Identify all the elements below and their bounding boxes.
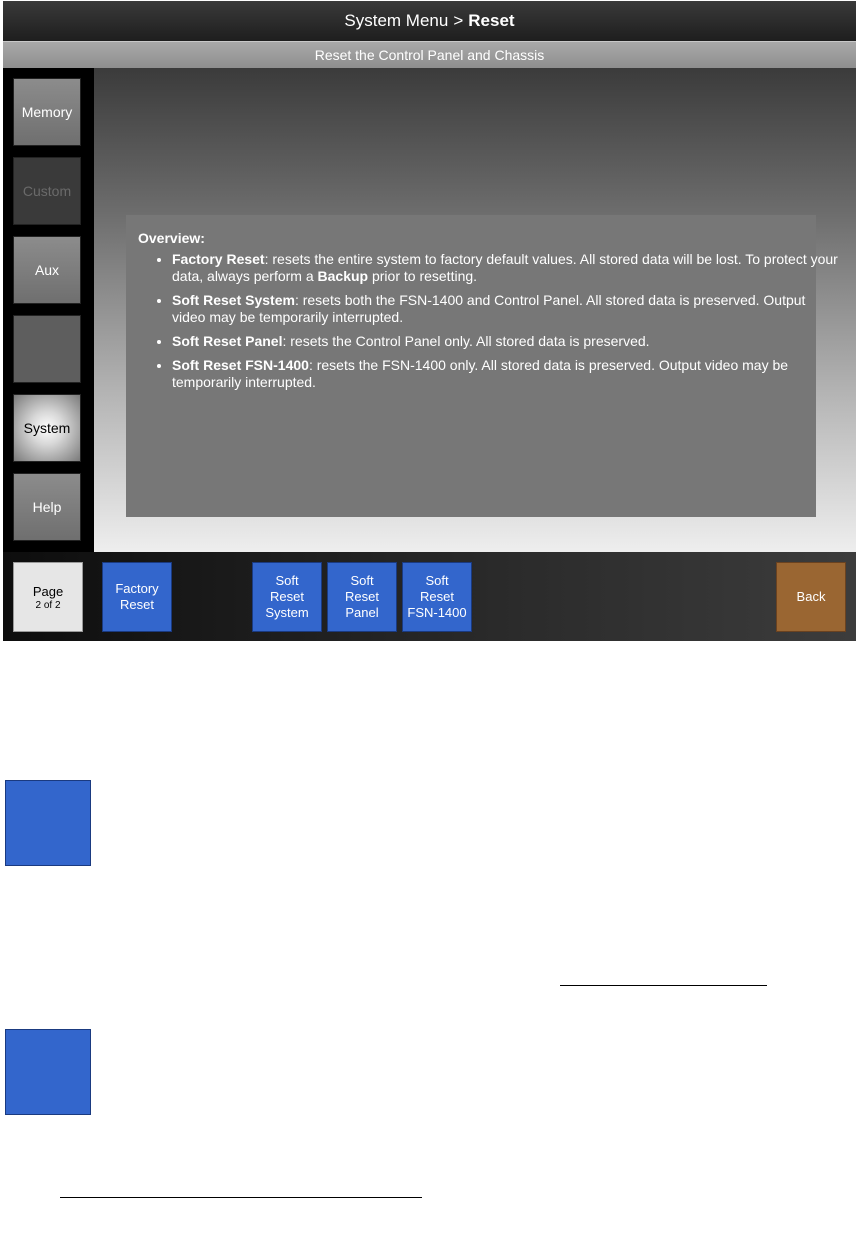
overview-desc-end: prior to resetting.	[368, 268, 478, 284]
underline-rule	[560, 985, 767, 986]
content-area	[94, 68, 856, 552]
page-subtitle: Reset the Control Panel and Chassis	[314, 47, 545, 63]
soft-reset-fsn-button[interactable]: Soft Reset FSN-1400	[402, 562, 472, 632]
overview-bold-word: Backup	[317, 268, 369, 284]
blue-callout-square	[5, 780, 91, 866]
sidebar-button-custom: Custom	[13, 157, 81, 225]
overview-item-soft-reset-fsn	[172, 357, 842, 391]
page-indicator: 2 of 2	[35, 599, 61, 611]
path-separator: >	[453, 11, 464, 30]
sidebar-button-memory[interactable]: Memory	[13, 78, 81, 146]
sidebar-button-aux[interactable]: Aux	[13, 236, 81, 304]
sidebar-button-help[interactable]: Help	[13, 473, 81, 541]
blue-callout-square	[5, 1029, 91, 1115]
title-bar	[3, 1, 856, 41]
sidebar-button-blank	[13, 315, 81, 383]
page-label: Page	[32, 583, 64, 599]
sidebar	[3, 68, 93, 552]
soft-reset-panel-button[interactable]: Soft Reset Panel	[327, 562, 397, 632]
overview-term: Soft Reset System	[172, 292, 295, 308]
overview-item-soft-reset-panel	[172, 333, 842, 350]
subtitle-bar	[3, 41, 856, 68]
overview-item-soft-reset-system	[172, 292, 842, 326]
soft-reset-system-button[interactable]: Soft Reset System	[252, 562, 322, 632]
factory-reset-button[interactable]: Factory Reset	[102, 562, 172, 632]
overview-desc: : resets both the FSN-1400 and Control Panel. All stored data is preserved. Output video may be temporarily interrupted.	[172, 292, 806, 325]
overview-panel	[126, 215, 838, 517]
footnote-rule	[60, 1197, 422, 1198]
page-button[interactable]	[13, 562, 83, 632]
sidebar-button-system[interactable]: System	[13, 394, 81, 462]
overview-heading: Overview:	[138, 230, 205, 246]
overview-term: Factory Reset	[172, 251, 265, 267]
menu-path: System Menu	[344, 11, 449, 30]
bottom-button-bar	[3, 552, 856, 641]
overview-term: Soft Reset Panel	[172, 333, 283, 349]
overview-term: Soft Reset FSN-1400	[172, 357, 309, 373]
overview-item-factory-reset	[172, 251, 842, 285]
overview-desc: : resets the FSN-1400 only. All stored data is preserved. Output video may be temporarily interrupted.	[172, 357, 789, 390]
back-button[interactable]: Back	[776, 562, 846, 632]
overview-desc: : resets the entire system to factory default values. All stored data will be lost. To protect your data, always perform a	[172, 251, 838, 284]
control-panel-screen	[3, 1, 856, 641]
overview-desc: : resets the Control Panel only. All stored data is preserved.	[282, 333, 650, 349]
current-menu: Reset	[468, 11, 515, 30]
overview-list	[144, 251, 842, 398]
